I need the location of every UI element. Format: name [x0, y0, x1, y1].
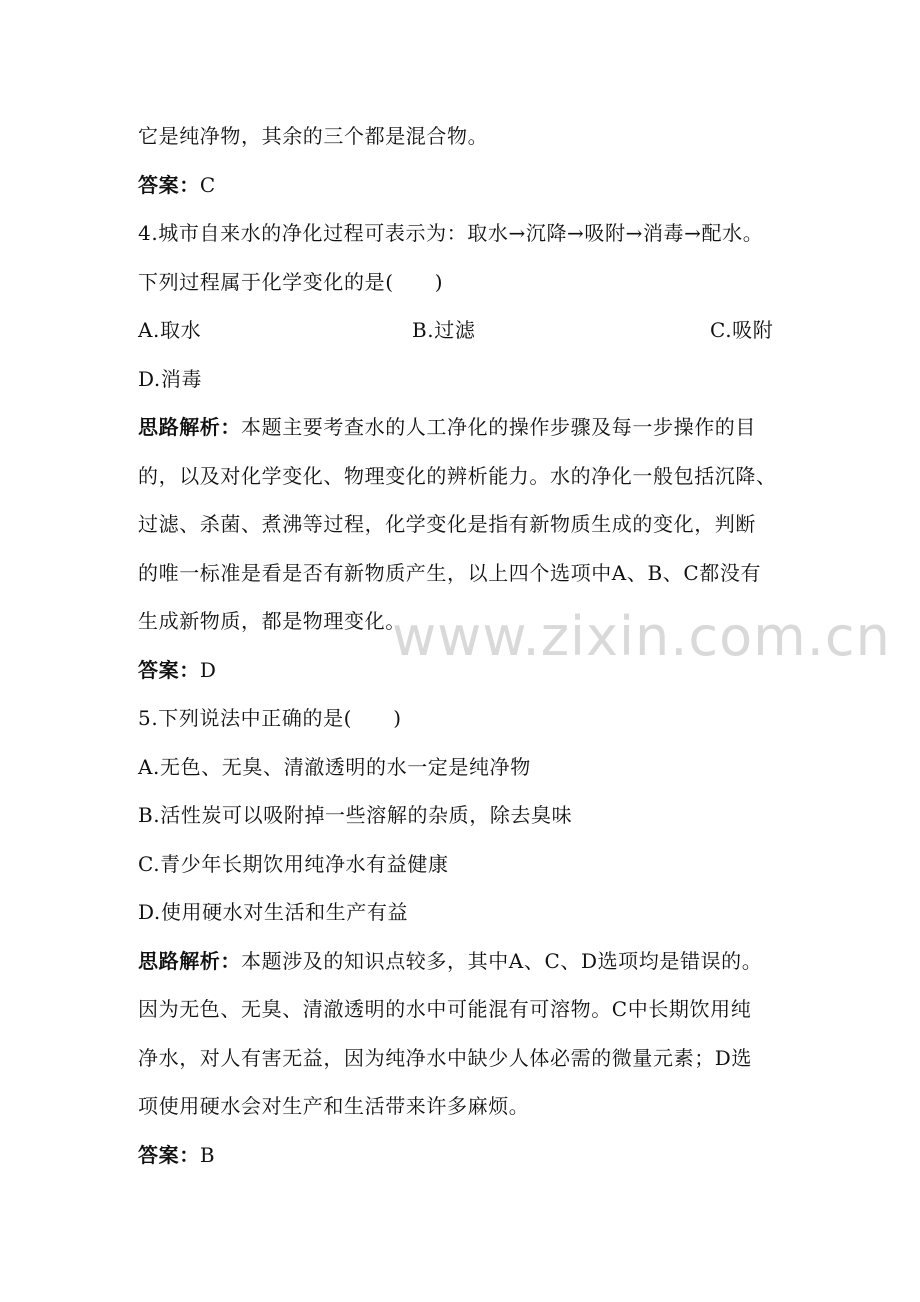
analysis-text: 本题涉及的知识点较多，其中A、C、D选项均是错误的。 [241, 948, 763, 973]
answer-label: 答案： [138, 172, 200, 197]
q5-option-d: D.使用硬水对生活和生产有益 [138, 900, 409, 924]
answer-value: B [199, 1142, 216, 1167]
q5-stem: 5.下列说法中正确的是( ) [138, 706, 402, 730]
q4-analysis-line4: 的唯一标准是看是否有新物质产生，以上四个选项中A、B、C都没有 [138, 560, 762, 585]
q5-option-b: B.活性炭可以吸附掉一些溶解的杂质，除去臭味 [138, 803, 573, 827]
q5-answer [138, 1131, 788, 1180]
answer-label: 答案： [138, 657, 200, 682]
q4-analysis-line5: 生成新物质，都是物理变化。 [138, 609, 406, 633]
q4-options-row [138, 306, 788, 355]
analysis-label: 思路解析： [138, 415, 241, 439]
watermark: www.zixin.com.cn [392, 605, 891, 668]
answer-value: C [199, 172, 216, 197]
q4-option-a: A.取水 [138, 318, 202, 342]
q4-stem-line2: 下列过程属于化学变化的是( ) [138, 269, 444, 294]
q4-analysis-line2: 的，以及对化学变化、物理变化的辨析能力。水的净化一般包括沉降、 [138, 463, 777, 488]
q5-analysis-line2: 因为无色、无臭、清澈透明的水中可能混有可溶物。C中长期饮用纯 [138, 997, 752, 1021]
q3-analysis-tail: 它是纯净物，其余的三个都是混合物。 [138, 124, 489, 148]
q5-analysis-line4: 项使用硬水会对生产和生活带来许多麻烦。 [138, 1094, 530, 1118]
q4-option-d: D.消毒 [138, 366, 203, 391]
answer-label: 答案： [138, 1142, 200, 1167]
q5-analysis-line3: 净水，对人有害无益，因为纯净水中缺少人体必需的微量元素；D选 [138, 1045, 753, 1070]
q4-answer [138, 646, 788, 695]
q4-option-c: C.吸附 [710, 318, 774, 342]
analysis-text: 本题主要考查水的人工净化的操作步骤及每一步操作的目 [241, 415, 756, 439]
document-page [138, 112, 788, 1179]
q4-analysis-line3: 过滤、杀菌、煮沸等过程，化学变化是指有新物质生成的变化，判断 [138, 512, 756, 536]
q4-option-b: B.过滤 [412, 318, 476, 342]
analysis-label: 思路解析： [138, 948, 241, 973]
q3-answer [138, 161, 788, 210]
q4-stem-line1: 4.城市自来水的净化过程可表示为：取水→沉降→吸附→消毒→配水。 [138, 221, 764, 245]
q5-analysis-line1 [138, 937, 788, 986]
q5-option-a: A.无色、无臭、清澈透明的水一定是纯净物 [138, 754, 531, 779]
q4-analysis-line1 [138, 403, 788, 452]
answer-value: D [199, 657, 217, 682]
q5-option-c: C.青少年长期饮用纯净水有益健康 [138, 851, 449, 876]
